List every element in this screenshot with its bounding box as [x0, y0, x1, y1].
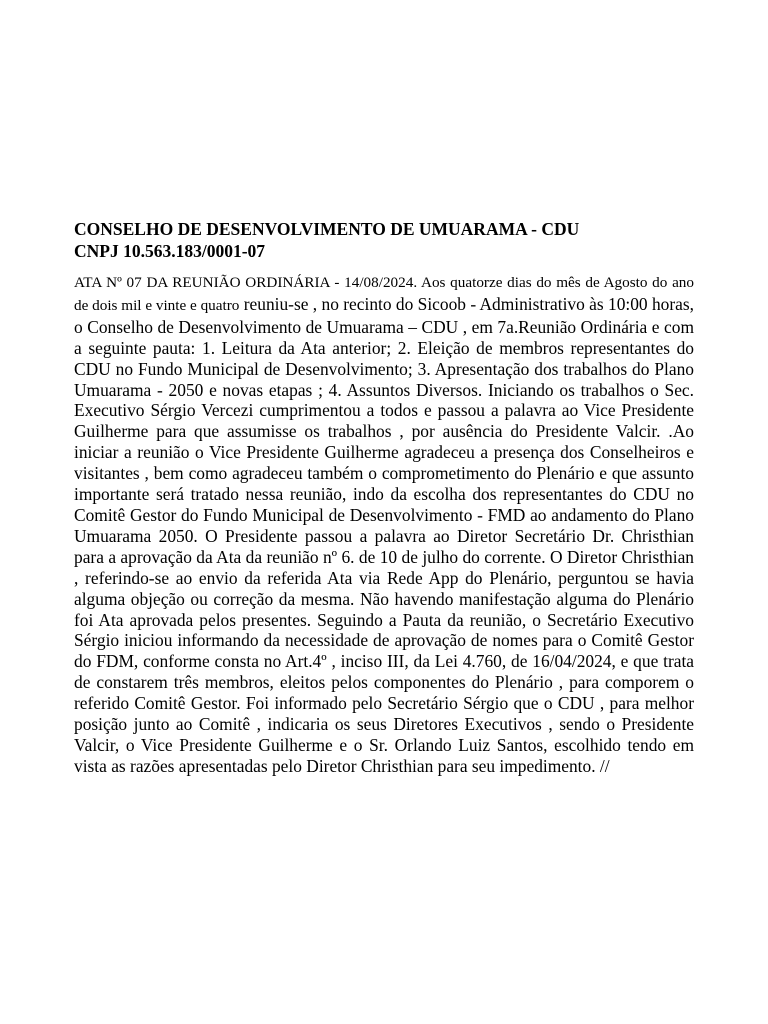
minutes-body: reuniu-se , no recinto do Sicoob - Administrativo às 10:00 horas, o Conselho de Desenvolvimento de Umuarama – CDU , em 7a.Reunião Ordinária e com a seguinte pauta: 1. Leitura da Ata anterior; 2. Eleição de membros representantes do CDU no Fundo Municipal de Desenvolvimento; 3. Apresentação dos trabalhos do Plano Umuarama - 2050 e novas etapas ; 4. Assuntos Diversos. Iniciando os trabalhos o Sec. Executivo Sérgio Vercezi cumprimentou a todos e passou a palavra ao Vice Presidente Guilherme para que assumisse os trabalhos , por ausência do Presidente Valcir. .Ao iniciar a reunião o Vice Presidente Guilherme agradeceu a presença dos Conselheiros e visitantes , bem como agradeceu também o comprometimento do Plenário e que assunto importante será tratado nessa reunião, indo da escolha dos representantes do CDU no Comitê Gestor do Fundo Municipal de Desenvolvimento - FMD ao andamento do Plano Umuarama 2050. O Presidente passou a palavra ao Diretor Secretário Dr. Christhian para a aprovação da Ata da reunião nº 6. de 10 de julho do corrente. O Diretor Christhian , referindo-se ao envio da referida Ata via Rede App do Plenário, perguntou se havia alguma objeção ou correção da mesma. Não havendo manifestação alguma do Plenário foi Ata aprovada pelos presentes. Seguindo a Pauta da reunião, o Secretário Executivo Sérgio iniciou informando da necessidade de aprovação de nomes para o Comitê Gestor do FDM, conforme consta no Art.4º , inciso III, da Lei 4.760, de 16/04/2024, e que trata de constarem três membros, eleitos pelos componentes do Plenário , para comporem o referido Comitê Gestor. Foi informado pelo Secretário Sérgio que o CDU , para melhor posição junto ao Comitê , indicaria os seus Diretores Executivos , sendo o Presidente Valcir, o Vice Presidente Guilherme e o Sr. Orlando Luiz Santos, escolhido tendo em vista as razões apresentadas pelo Diretor Christhian para seu impedimento. // [74, 293, 694, 776]
cnpj-number: CNPJ 10.563.183/0001-07 [74, 241, 266, 261]
minutes-opening: ATA Nº 07 DA REUNIÃO ORDINÁRIA - 14/08/2024. Aos quatorze dias do mês de Agosto do ano de dois mil e vinte e quatro [74, 274, 694, 314]
document-page [74, 218, 694, 777]
organization-name: CONSELHO DE DESENVOLVIMENTO DE UMUARAMA - CDU [74, 219, 580, 239]
minutes-paragraph [74, 271, 694, 777]
